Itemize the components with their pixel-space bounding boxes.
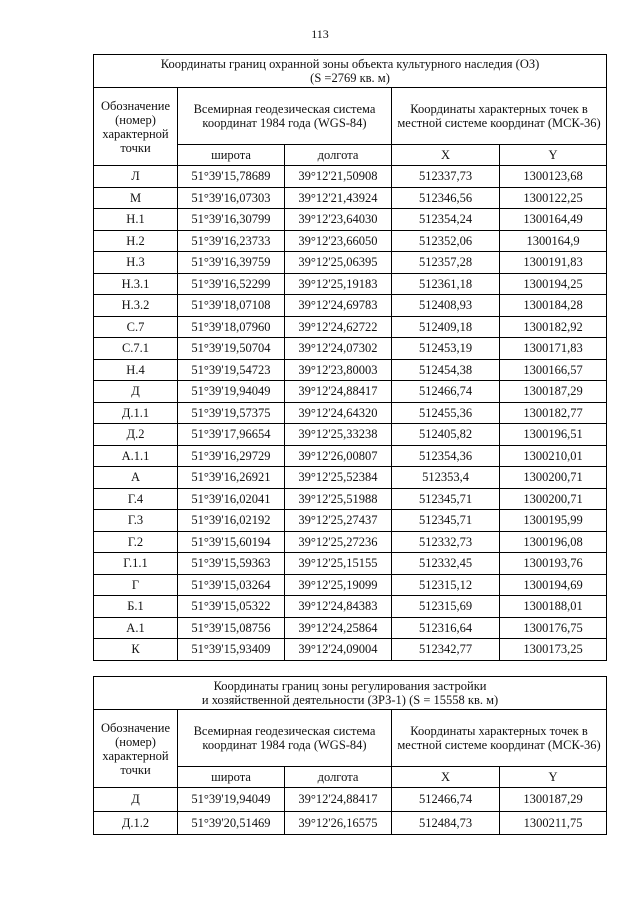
cell-longitude: 39°12'25,33238	[285, 424, 392, 446]
table-row	[94, 553, 607, 575]
table-row	[94, 811, 607, 835]
table-row	[94, 488, 607, 510]
cell-x: 512357,28	[392, 252, 500, 274]
table-row	[94, 531, 607, 553]
cell-y: 1300184,28	[500, 295, 607, 317]
subheader-latitude: широта	[178, 767, 285, 788]
cell-y: 1300187,29	[500, 381, 607, 403]
column-header-msk36: Координаты характерных точек в местной системе координат (МСК-36)	[392, 88, 607, 145]
cell-y: 1300188,01	[500, 596, 607, 618]
cell-x: 512315,12	[392, 574, 500, 596]
table-row	[94, 596, 607, 618]
cell-longitude: 39°12'24,07302	[285, 338, 392, 360]
table-row	[94, 639, 607, 661]
cell-longitude: 39°12'24,88417	[285, 381, 392, 403]
page-number: 113	[311, 27, 329, 41]
cell-x: 512354,24	[392, 209, 500, 231]
cell-latitude: 51°39'16,52299	[178, 273, 285, 295]
cell-point-id: Н.3.1	[94, 273, 178, 295]
table-row	[94, 230, 607, 252]
cell-point-id: Н.3.2	[94, 295, 178, 317]
subheader-y: Y	[500, 145, 607, 166]
table-title-line: Координаты границ охранной зоны объекта культурного наследия (ОЗ)	[160, 57, 540, 71]
cell-point-id: А.1	[94, 617, 178, 639]
cell-x: 512405,82	[392, 424, 500, 446]
cell-y: 1300193,76	[500, 553, 607, 575]
table-title-area: (S =2769 кв. м)	[310, 71, 390, 85]
table-title	[94, 55, 607, 88]
cell-latitude: 51°39'19,54723	[178, 359, 285, 381]
cell-x: 512345,71	[392, 510, 500, 532]
subheader-y: Y	[500, 767, 607, 788]
cell-longitude: 39°12'25,51988	[285, 488, 392, 510]
cell-y: 1300187,29	[500, 788, 607, 812]
cell-y: 1300164,49	[500, 209, 607, 231]
table-row	[94, 402, 607, 424]
cell-latitude: 51°39'16,26921	[178, 467, 285, 489]
cell-point-id: Н.3	[94, 252, 178, 274]
cell-longitude: 39°12'24,62722	[285, 316, 392, 338]
cell-y: 1300123,68	[500, 166, 607, 188]
cell-y: 1300196,08	[500, 531, 607, 553]
cell-x: 512345,71	[392, 488, 500, 510]
cell-latitude: 51°39'19,57375	[178, 402, 285, 424]
subheader-longitude: долгота	[285, 767, 392, 788]
cell-longitude: 39°12'24,69783	[285, 295, 392, 317]
cell-point-id: С.7	[94, 316, 178, 338]
cell-x: 512316,64	[392, 617, 500, 639]
cell-longitude: 39°12'24,25864	[285, 617, 392, 639]
cell-latitude: 51°39'15,59363	[178, 553, 285, 575]
cell-x: 512332,45	[392, 553, 500, 575]
cell-point-id: Б.1	[94, 596, 178, 618]
zrz-coordinates-table	[93, 676, 607, 835]
cell-y: 1300211,75	[500, 811, 607, 835]
cell-longitude: 39°12'25,19099	[285, 574, 392, 596]
cell-y: 1300210,01	[500, 445, 607, 467]
cell-latitude: 51°39'16,07303	[178, 187, 285, 209]
cell-y: 1300194,69	[500, 574, 607, 596]
column-header-wgs84: Всемирная геодезическая система координат 1984 года (WGS-84)	[178, 88, 392, 145]
cell-x: 512408,93	[392, 295, 500, 317]
cell-x: 512353,4	[392, 467, 500, 489]
cell-longitude: 39°12'23,66050	[285, 230, 392, 252]
cell-y: 1300182,92	[500, 316, 607, 338]
subheader-x: X	[392, 145, 500, 166]
cell-longitude: 39°12'25,15155	[285, 553, 392, 575]
cell-point-id: С.7.1	[94, 338, 178, 360]
cell-latitude: 51°39'20,51469	[178, 811, 285, 835]
column-header-msk36: Координаты характерных точек в местной системе координат (МСК-36)	[392, 710, 607, 767]
cell-point-id: Д.1.2	[94, 811, 178, 835]
cell-x: 512332,73	[392, 531, 500, 553]
cell-x: 512361,18	[392, 273, 500, 295]
table-title	[94, 677, 607, 710]
cell-latitude: 51°39'18,07960	[178, 316, 285, 338]
column-header-designation: Обозначение (номер) характерной точки	[94, 88, 178, 166]
cell-x: 512337,73	[392, 166, 500, 188]
cell-y: 1300195,99	[500, 510, 607, 532]
table-row	[94, 788, 607, 812]
table-row	[94, 209, 607, 231]
cell-point-id: Г.1.1	[94, 553, 178, 575]
cell-latitude: 51°39'18,07108	[178, 295, 285, 317]
cell-latitude: 51°39'15,08756	[178, 617, 285, 639]
table-row	[94, 295, 607, 317]
cell-y: 1300196,51	[500, 424, 607, 446]
cell-point-id: М	[94, 187, 178, 209]
cell-x: 512409,18	[392, 316, 500, 338]
cell-point-id: Д.2	[94, 424, 178, 446]
cell-y: 1300122,25	[500, 187, 607, 209]
table-row	[94, 381, 607, 403]
subheader-x: X	[392, 767, 500, 788]
cell-x: 512484,73	[392, 811, 500, 835]
cell-y: 1300182,77	[500, 402, 607, 424]
table-row	[94, 467, 607, 489]
table-title-line: Координаты границ зоны регулирования застройки	[213, 679, 487, 693]
cell-x: 512455,36	[392, 402, 500, 424]
cell-x: 512354,36	[392, 445, 500, 467]
cell-x: 512453,19	[392, 338, 500, 360]
table-row	[94, 187, 607, 209]
cell-longitude: 39°12'23,80003	[285, 359, 392, 381]
cell-longitude: 39°12'26,00807	[285, 445, 392, 467]
table-row	[94, 359, 607, 381]
cell-x: 512466,74	[392, 381, 500, 403]
column-header-wgs84: Всемирная геодезическая система координат 1984 года (WGS-84)	[178, 710, 392, 767]
table-body	[94, 166, 607, 661]
subheader-longitude: долгота	[285, 145, 392, 166]
cell-longitude: 39°12'24,09004	[285, 639, 392, 661]
cell-x: 512352,06	[392, 230, 500, 252]
table-row	[94, 510, 607, 532]
table-row	[94, 574, 607, 596]
column-header-designation: Обозначение (номер) характерной точки	[94, 710, 178, 788]
cell-y: 1300166,57	[500, 359, 607, 381]
cell-point-id: Н.2	[94, 230, 178, 252]
cell-y: 1300191,83	[500, 252, 607, 274]
cell-x: 512342,77	[392, 639, 500, 661]
cell-latitude: 51°39'15,78689	[178, 166, 285, 188]
cell-longitude: 39°12'24,88417	[285, 788, 392, 812]
cell-point-id: К	[94, 639, 178, 661]
cell-longitude: 39°12'21,50908	[285, 166, 392, 188]
table-row	[94, 338, 607, 360]
cell-y: 1300200,71	[500, 467, 607, 489]
cell-point-id: Н.4	[94, 359, 178, 381]
cell-latitude: 51°39'15,60194	[178, 531, 285, 553]
cell-point-id: Г.4	[94, 488, 178, 510]
cell-latitude: 51°39'16,39759	[178, 252, 285, 274]
table-title-line: и хозяйственной деятельности (ЗРЗ-1) (S = 15558 кв. м)	[201, 693, 499, 707]
cell-y: 1300200,71	[500, 488, 607, 510]
cell-y: 1300164,9	[500, 230, 607, 252]
table-row	[94, 617, 607, 639]
cell-x: 512466,74	[392, 788, 500, 812]
subheader-latitude: широта	[178, 145, 285, 166]
cell-point-id: Г.3	[94, 510, 178, 532]
cell-longitude: 39°12'26,16575	[285, 811, 392, 835]
table-row	[94, 166, 607, 188]
cell-point-id: Л	[94, 166, 178, 188]
cell-point-id: Д.1.1	[94, 402, 178, 424]
cell-point-id: Г.2	[94, 531, 178, 553]
cell-x: 512346,56	[392, 187, 500, 209]
table-row	[94, 252, 607, 274]
table-row	[94, 273, 607, 295]
cell-y: 1300173,25	[500, 639, 607, 661]
cell-latitude: 51°39'16,02041	[178, 488, 285, 510]
cell-latitude: 51°39'19,50704	[178, 338, 285, 360]
cell-latitude: 51°39'17,96654	[178, 424, 285, 446]
cell-point-id: Д	[94, 788, 178, 812]
cell-point-id: Н.1	[94, 209, 178, 231]
cell-point-id: Г	[94, 574, 178, 596]
cell-longitude: 39°12'25,19183	[285, 273, 392, 295]
table-row	[94, 316, 607, 338]
cell-latitude: 51°39'19,94049	[178, 381, 285, 403]
cell-latitude: 51°39'15,05322	[178, 596, 285, 618]
cell-point-id: А	[94, 467, 178, 489]
cell-y: 1300176,75	[500, 617, 607, 639]
cell-longitude: 39°12'24,64320	[285, 402, 392, 424]
cell-longitude: 39°12'25,52384	[285, 467, 392, 489]
cell-point-id: Д	[94, 381, 178, 403]
cell-x: 512454,38	[392, 359, 500, 381]
cell-longitude: 39°12'21,43924	[285, 187, 392, 209]
table-row	[94, 445, 607, 467]
cell-y: 1300194,25	[500, 273, 607, 295]
cell-x: 512315,69	[392, 596, 500, 618]
cell-latitude: 51°39'16,23733	[178, 230, 285, 252]
cell-longitude: 39°12'25,27236	[285, 531, 392, 553]
cell-latitude: 51°39'16,02192	[178, 510, 285, 532]
cell-longitude: 39°12'25,27437	[285, 510, 392, 532]
cell-point-id: А.1.1	[94, 445, 178, 467]
cell-latitude: 51°39'15,93409	[178, 639, 285, 661]
cell-latitude: 51°39'19,94049	[178, 788, 285, 812]
cell-latitude: 51°39'15,03264	[178, 574, 285, 596]
table-row	[94, 424, 607, 446]
oz-coordinates-table	[93, 54, 607, 661]
table-body	[94, 788, 607, 835]
cell-latitude: 51°39'16,30799	[178, 209, 285, 231]
cell-longitude: 39°12'24,84383	[285, 596, 392, 618]
cell-longitude: 39°12'25,06395	[285, 252, 392, 274]
cell-y: 1300171,83	[500, 338, 607, 360]
cell-longitude: 39°12'23,64030	[285, 209, 392, 231]
cell-latitude: 51°39'16,29729	[178, 445, 285, 467]
